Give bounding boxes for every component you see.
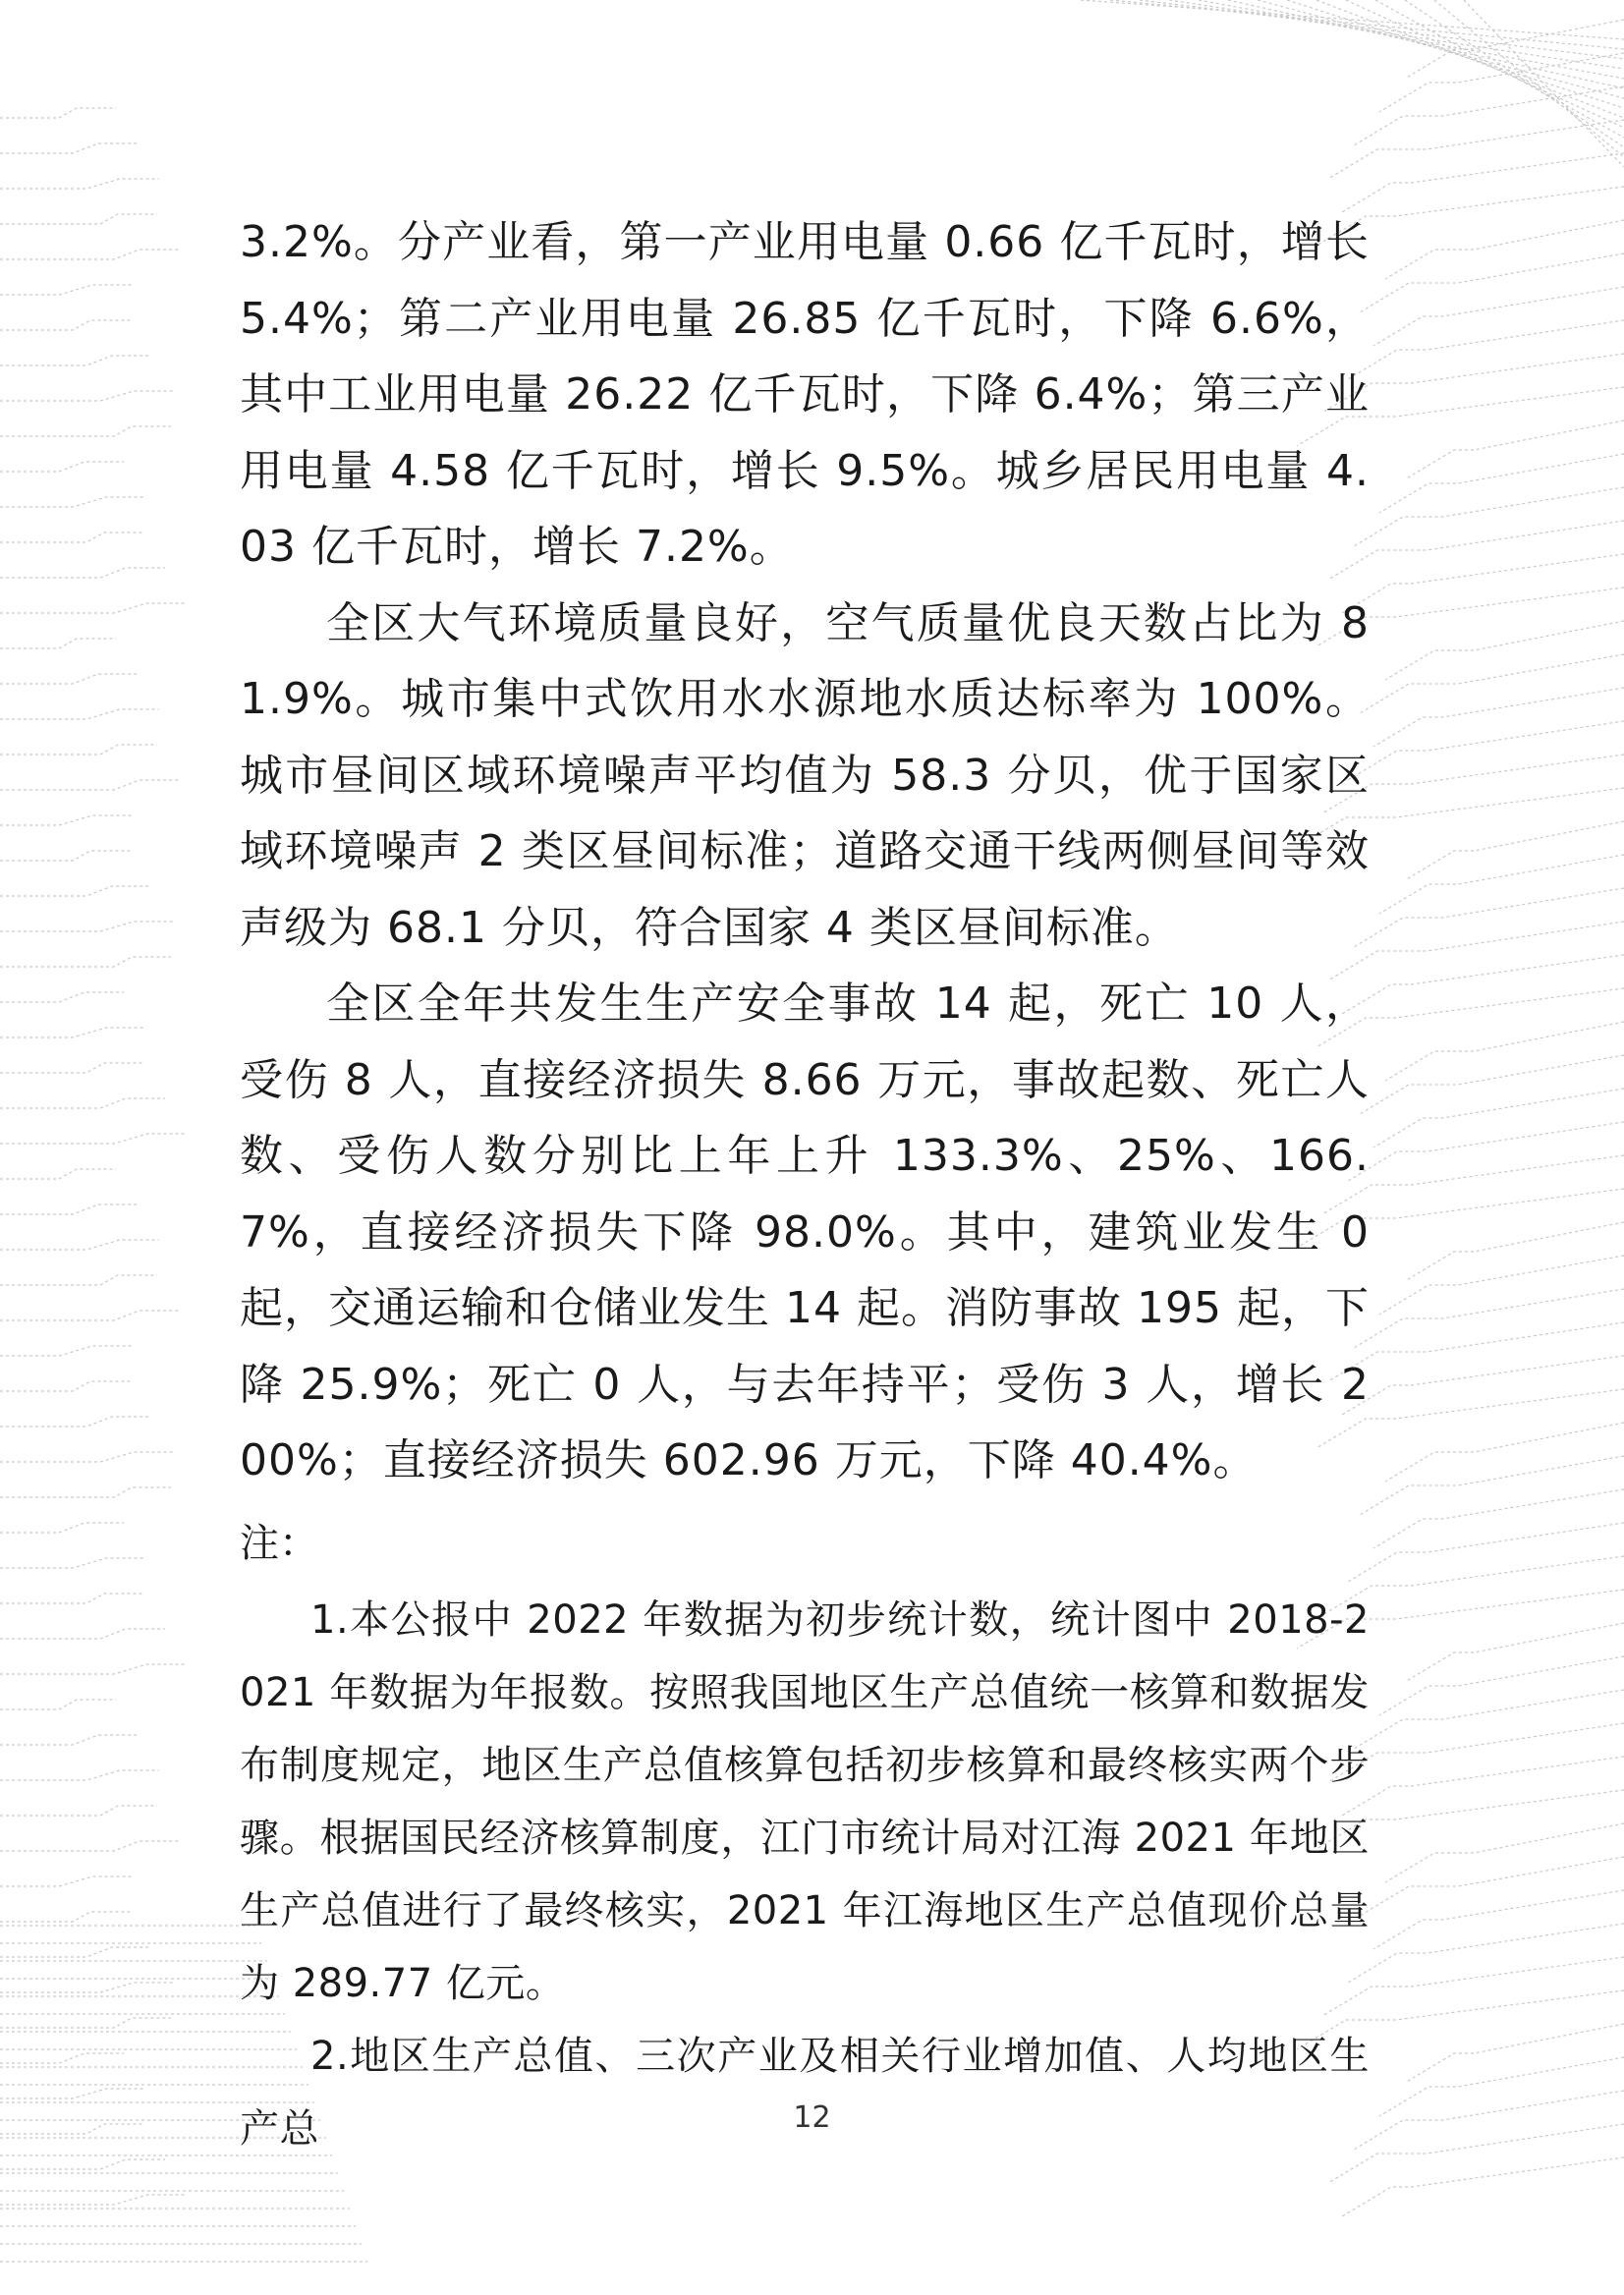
paragraph-safety: 全区全年共发生生产安全事故 14 起，死亡 10 人，受伤 8 人，直接经济损失 8.66 万元，事故起数、死亡人数、受伤人数分别比上年上升 133.3%、25%、166.7%，直接经济损失下降 98.0%。其中，建筑业发生 0 起，交通运输和仓储业发生 14 起。消防事故 195 起，下降 25.9%；死亡 0 人，与去年持平；受伤 3 人，增长 200%；直接经济损失 602.96 万元，下降 40.4%。 xyxy=(240,979,1370,1485)
notes-title: 注： xyxy=(240,1521,318,1566)
paragraph-environment: 全区大气环境质量良好，空气质量优良天数占比为 81.9%。城市集中式饮用水水源地水质达标率为 100%。城市昼间区域环境噪声平均值为 58.3 分贝，优于国家区域环境噪声 2 类区昼间标准；道路交通干线两侧昼间等效声级为 68.1 分贝，符合国家 4 类区昼间标准。 xyxy=(240,597,1370,953)
paragraph-electricity: 3.2%。分产业看，第一产业用电量 0.66 亿千瓦时，增长 5.4%；第二产业用电量 26.85 亿千瓦时，下降 6.6%，其中工业用电量 26.22 亿千瓦时，下降 6.4%；第三产业用电量 4.58 亿千瓦时，增长 9.5%。城乡居民用电量 4.03 亿千瓦时，增长 7.2%。 xyxy=(240,217,1370,572)
page-number: 12 xyxy=(793,2100,831,2135)
body-text xyxy=(240,204,1370,1499)
notes-section xyxy=(240,1584,1370,2165)
note-item-2: 2.地区生产总值、三次产业及相关行业增加值、人均地区生产总 xyxy=(240,2034,1370,2152)
note-item-1: 1.本公报中 2022 年数据为初步统计数，统计图中 2018-2021 年数据为年报数。按照我国地区生产总值统一核算和数据发布制度规定，地区生产总值核算包括初步核算和最终核实两个步骤。根据国民经济核算制度，江门市统计局对江海 2021 年地区生产总值进行了最终核实，2021 年江海地区生产总值现价总量为 289.77 亿元。 xyxy=(240,1597,1370,2006)
